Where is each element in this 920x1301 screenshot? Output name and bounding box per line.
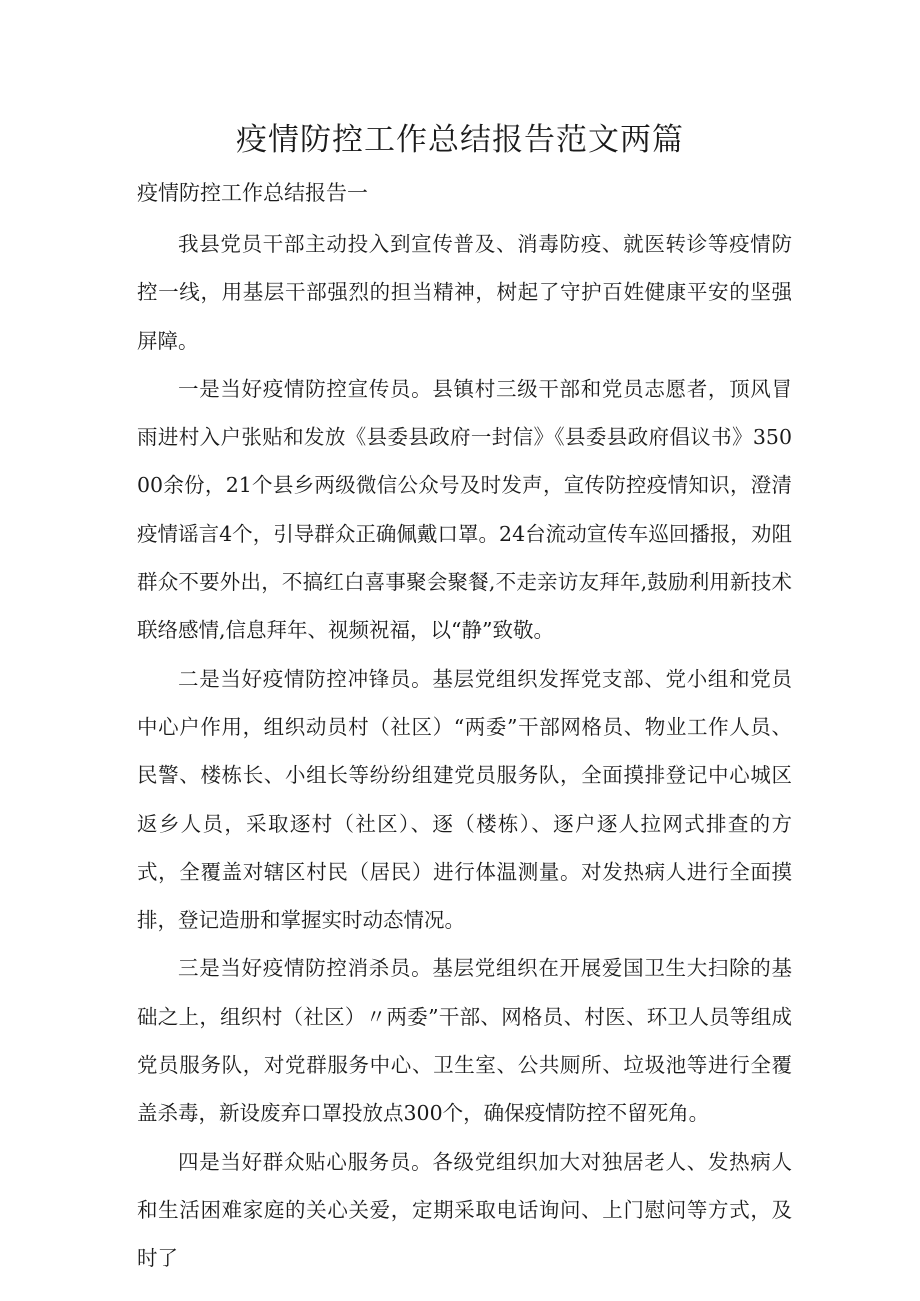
document-title: 疫情防控工作总结报告范文两篇 <box>236 122 684 158</box>
paragraph-publicity: 一是当好疫情防控宣传员。县镇村三级干部和党员志愿者，顶风冒雨进村入户张贴和发放《县委县政府一封信》《县委县政府倡议书》35000余份，21个县乡两级微信公众号及时发声，宣传防控疫情知识，澄清疫情谣言4个，引导群众正确佩戴口罩。24台流动宣传车巡回播报，劝阻群众不要外出，不搞红白喜事聚会聚餐,不走亲访友拜年,鼓励利用新技术联络感情,信息拜年、视频祝福，以“静”致敬。 <box>137 376 792 643</box>
document-body <box>137 220 792 1283</box>
paragraph-intro: 我县党员干部主动投入到宣传普及、消毒防疫、就医转诊等疫情防控一线，用基层干部强烈的担当精神，树起了守护百姓健康平安的坚强屏障。 <box>137 232 792 353</box>
paragraph-vanguard: 二是当好疫情防控冲锋员。基层党组织发挥党支部、党小组和党员中心户作用，组织动员村（社区）“两委”干部网格员、物业工作人员、民警、楼栋长、小组长等纷纷组建党员服务队，全面摸排登记中心城区返乡人员，采取逐村（社区）、逐（楼栋）、逐户逐人拉网式排查的方式，全覆盖对辖区村民（居民）进行体温测量。对发热病人进行全面摸排，登记造册和掌握实时动态情况。 <box>137 666 792 933</box>
section-subtitle: 疫情防控工作总结报告一 <box>137 181 368 205</box>
paragraph-disinfection: 三是当好疫情防控消杀员。基层党组织在开展爱国卫生大扫除的基础之上，组织村（社区）〃两委”干部、网格员、村医、环卫人员等组成党员服务队，对党群服务中心、卫生室、公共厕所、垃圾池等进行全覆盖杀毒，新设废弃口罩投放点300个，确保疫情防控不留死角。 <box>137 956 792 1126</box>
paragraph-service: 四是当好群众贴心服务员。各级党组织加大对独居老人、发热病人和生活困难家庭的关心关爱，定期采取电话询问、上门慰问等方式，及时了 <box>137 1149 792 1271</box>
